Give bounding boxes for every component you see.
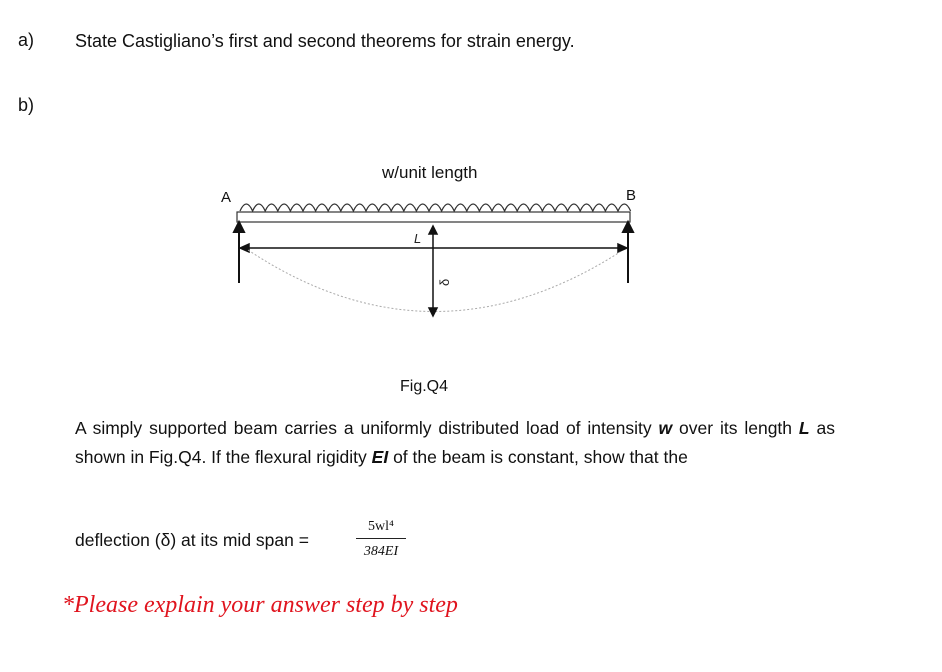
left-support <box>234 222 244 283</box>
equation-denominator: 384EI <box>363 544 399 559</box>
right-support <box>623 222 633 283</box>
equation-fraction <box>356 519 406 560</box>
support-b-label: B <box>626 187 637 204</box>
para-text-2: over its length <box>672 418 799 438</box>
explanation-note: *Please explain your answer step by step <box>62 592 458 618</box>
equation-numerator: 5wl⁴ <box>356 519 406 539</box>
beam <box>237 212 630 222</box>
deflection-arrow <box>429 226 437 316</box>
equation-lhs: deflection (δ) at its mid span = <box>75 530 309 550</box>
symbol-w: w <box>658 418 673 438</box>
part-a-question: State Castigliano’s first and second theorems for strain energy. <box>75 31 575 51</box>
symbol-L: L <box>798 418 810 438</box>
para-text-3: as shown in Fig.Q4. If the flexural rigidity <box>75 418 835 467</box>
figure-caption: Fig.Q4 <box>400 378 449 395</box>
deflection-label: δ <box>437 278 452 286</box>
para-text-1: A simply supported beam carries a uniformly distributed load of intensity <box>75 418 659 438</box>
span-label: L <box>414 231 422 246</box>
part-b-label: b) <box>18 95 35 115</box>
support-a-label: A <box>221 189 232 206</box>
para-text-4: of the beam is constant, show that the <box>388 447 688 467</box>
udl-load-arcs <box>240 204 631 211</box>
part-b-paragraph <box>75 414 835 472</box>
deflected-shape <box>248 250 620 312</box>
load-label: w/unit length <box>382 163 478 182</box>
part-a-label: a) <box>18 30 35 50</box>
symbol-EI: EI <box>371 447 389 467</box>
